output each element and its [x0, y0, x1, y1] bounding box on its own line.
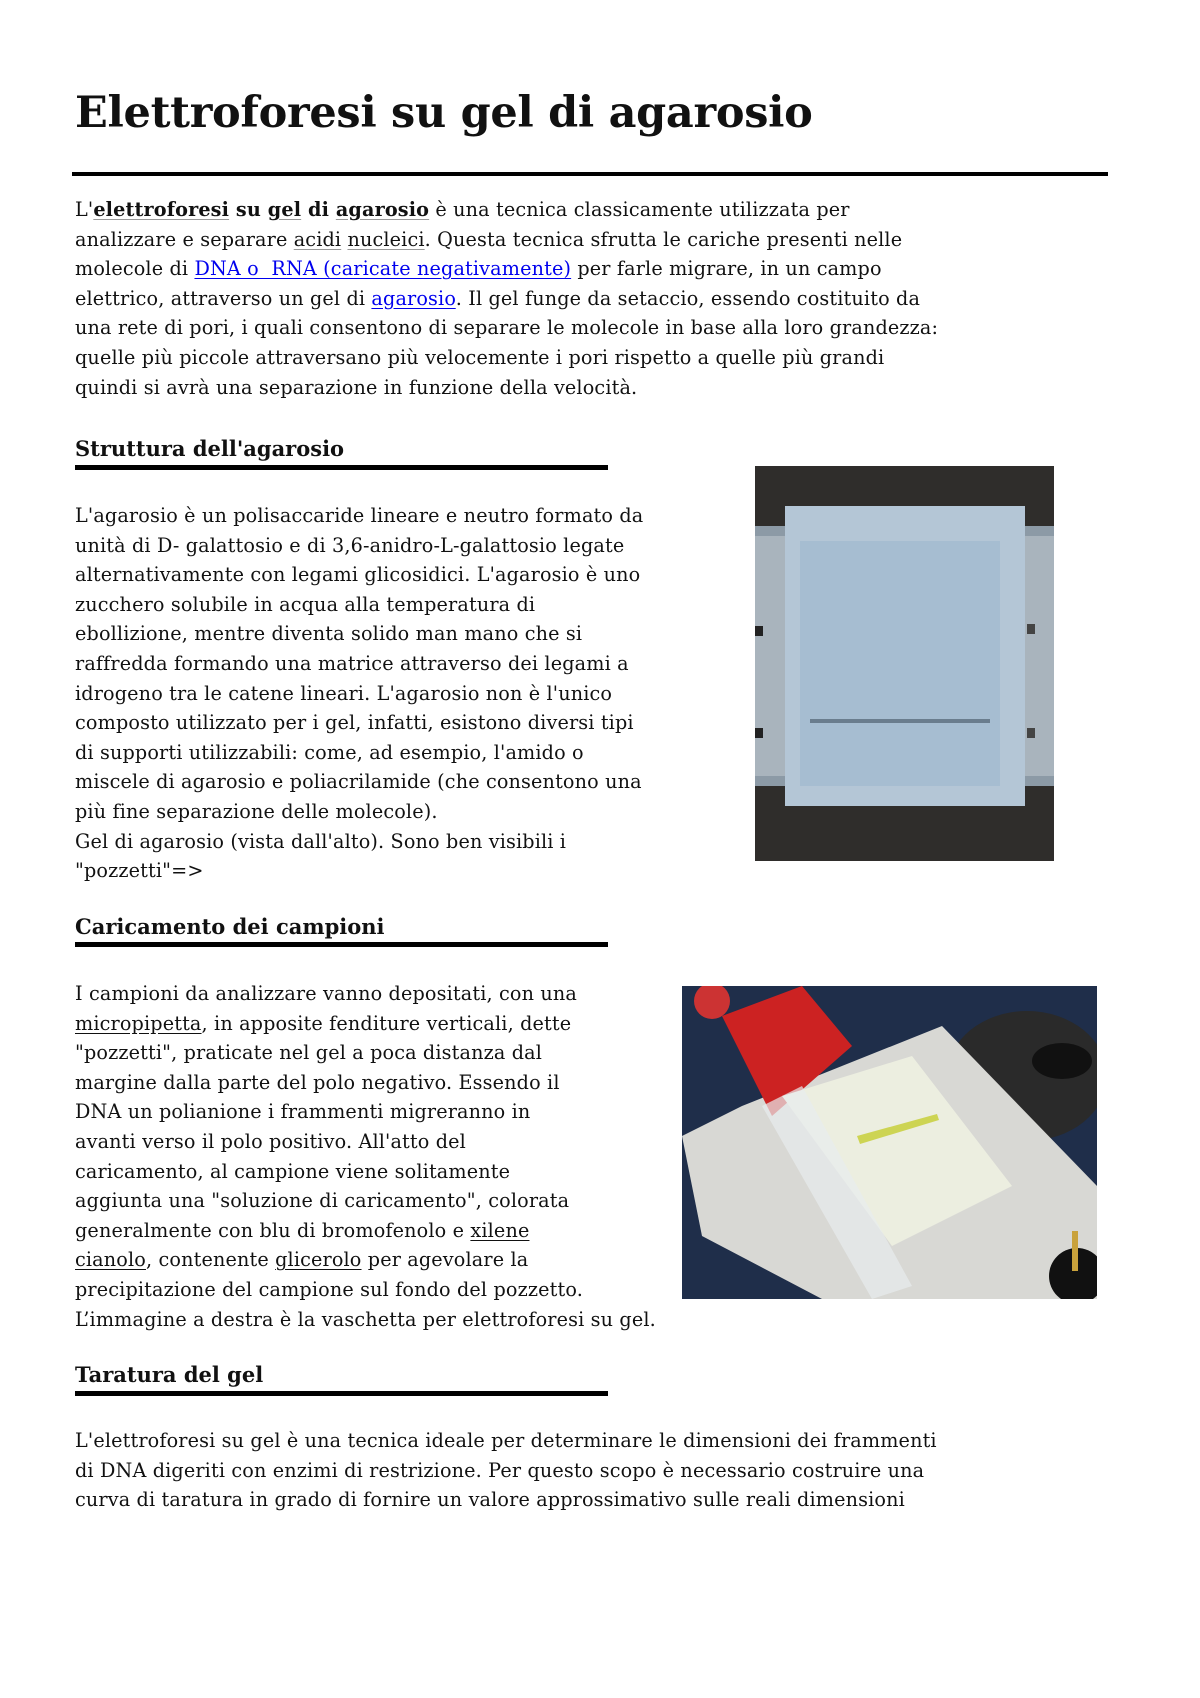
- term-cianolo: cianolo: [75, 1248, 146, 1272]
- intro-paragraph: [75, 195, 938, 402]
- term-nucleici: nucleici: [347, 227, 425, 251]
- text: . Questa tecnica sfrutta le cariche presenti nelle molecole di: [75, 227, 903, 281]
- term-xilene: xilene: [470, 1218, 530, 1242]
- term-elettroforesi: elettroforesi: [93, 198, 230, 221]
- link-agarosio[interactable]: agarosio: [371, 286, 456, 310]
- text: L': [75, 198, 94, 221]
- text: . Il gel funge da setaccio, essendo costituito da una rete di pori, i quali consentono di separare le molecole in base alla loro grandezza: quelle più piccole attraversano più velocemente i pori rispetto a quelle più grandi quindi si avrà una separazione in funzione della velocità.: [75, 286, 939, 399]
- section-divider: [75, 942, 608, 947]
- section-text-taratura: L'elettroforesi su gel è una tecnica ideale per determinare le dimensioni dei frammenti di DNA digeriti con enzimi di restrizione. Per questo scopo è necessario costruire una curva di taratura in grado di fornire un valore approssimativo sulle reali dimensioni: [75, 1429, 937, 1512]
- section-text-struttura: L'agarosio è un polisaccaride lineare e neutro formato da unità di D- galattosio e di 3,6-anidro-L-galattosio legate alternativamente con legami glicosidici. L'agarosio è uno zucchero solubile in acqua alla temperatura di ebollizione, mentre diventa solido man mano che si raffredda formando una matrice attraverso dei legami a idrogeno tra le catene lineari. L'agarosio non è l'unico composto utilizzato per i gel, infatti, esistono diversi tipi di supporti utilizzabili: come, ad esempio, l'amido o miscele di agarosio e poliacrilamide (che consentono una più fine separazione delle molecole). Gel di agarosio (vista dall'alto). Sono ben visibili i "pozzetti"=>: [75, 504, 644, 883]
- term-glicerolo: glicerolo: [275, 1248, 362, 1272]
- section-divider: [75, 1391, 608, 1396]
- text: , in apposite fenditure verticali, dette "pozzetti", praticate nel gel a poca distanza dal margine dalla parte del polo negativo. Essendo il DNA un polianione i frammenti migreranno in avanti verso il polo positivo. All'atto del caricamento, al campione viene solitamente aggiunta una "soluzione di caricamento", colorata generalmente con blu di bromofenolo e: [75, 1011, 572, 1242]
- section-heading-caricamento: Caricamento dei campioni: [75, 914, 385, 939]
- term-micropipetta: micropipetta: [75, 1011, 202, 1035]
- section-heading-taratura: Taratura del gel: [75, 1362, 264, 1387]
- agarose-gel-photo: [755, 466, 1054, 861]
- text: , contenente: [145, 1248, 276, 1272]
- title-divider: [72, 172, 1108, 176]
- term-acidi: acidi: [293, 227, 342, 251]
- section-text-caricamento: [75, 979, 656, 1334]
- page-title: Elettroforesi su gel di agarosio: [75, 88, 813, 138]
- section-divider: [75, 465, 608, 470]
- text: per agevolare la precipitazione del campione sul fondo del pozzetto. L’immagine a destra è la vaschetta per elettroforesi su gel.: [75, 1248, 656, 1331]
- text: è una tecnica classicamente utilizzata per analizzare e separare: [75, 198, 850, 251]
- term-gel: gel: [267, 198, 302, 221]
- text: I campioni da analizzare vanno depositati, con una: [75, 982, 577, 1005]
- link-dna-rna[interactable]: DNA o RNA (caricate negativamente): [194, 257, 572, 281]
- term-agarosio: agarosio: [335, 198, 430, 221]
- text: di: [301, 198, 336, 221]
- text: per farle migrare, in un campo elettrico, attraverso un gel di: [75, 257, 882, 310]
- text: su: [229, 198, 268, 221]
- section-heading-struttura: Struttura dell'agarosio: [75, 436, 345, 461]
- electrophoresis-tank-photo: [682, 986, 1097, 1299]
